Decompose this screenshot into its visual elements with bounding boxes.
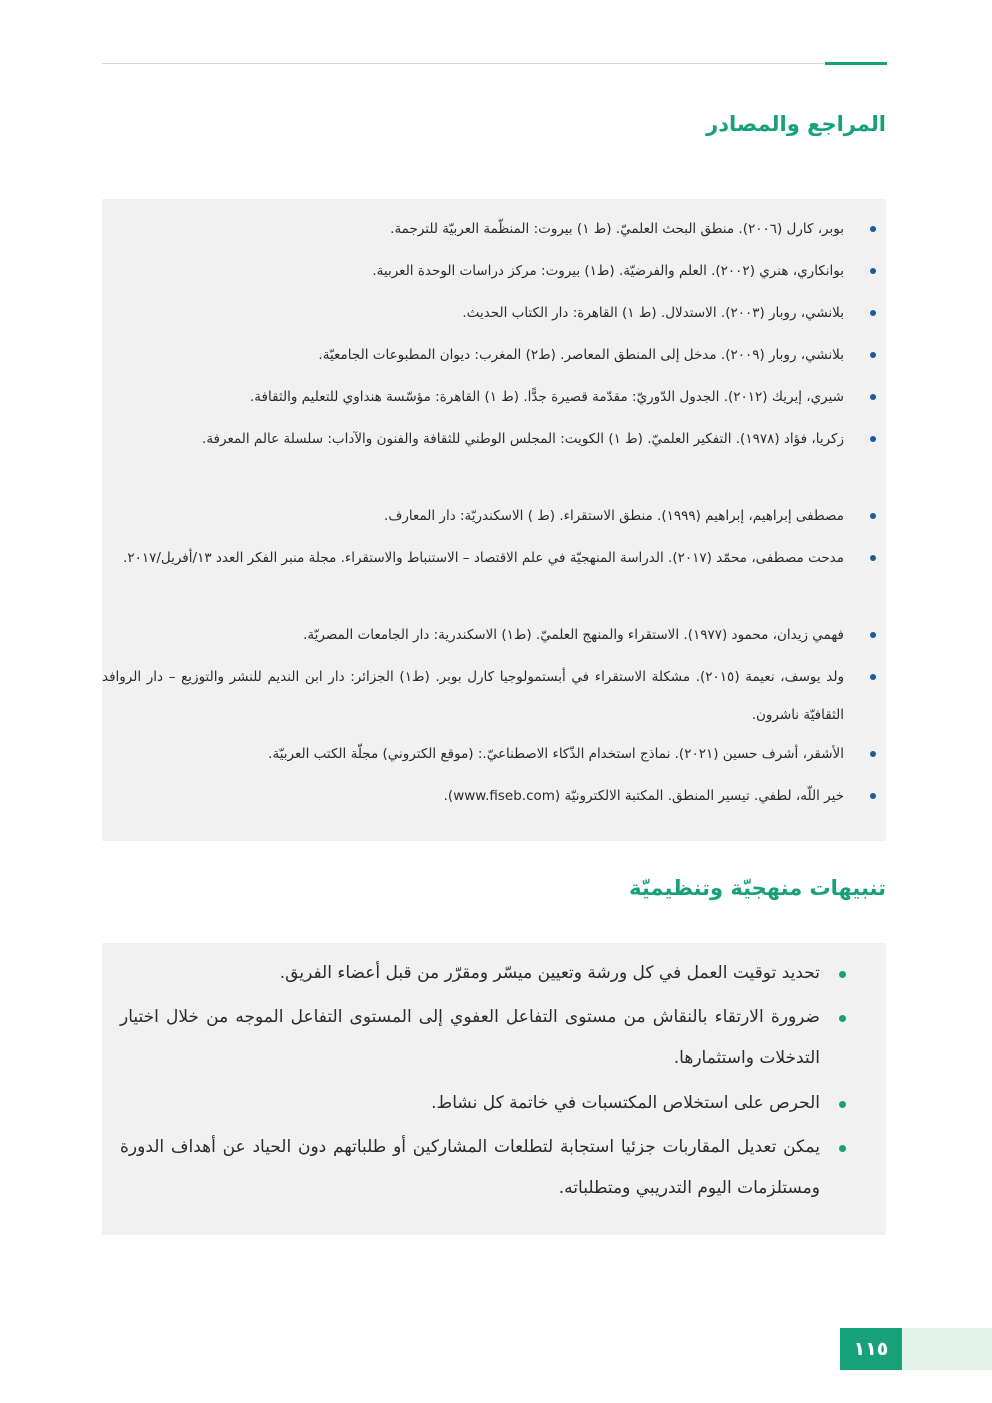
bullet-icon	[870, 352, 876, 358]
reference-item: الأشقر، أشرف حسين (٢٠٢١). نماذج استخدام الذّكاء الاصطناعيّ.: (موقع الكتروني) مجلّة الكتب العربيّة.	[102, 735, 886, 773]
tip-item: تحديد توقيت العمل في كل ورشة وتعيين ميسّر ومقرّر من قبل أعضاء الفريق.	[102, 953, 886, 994]
reference-item: ولد يوسف، نعيمة (٢٠١٥). مشكلة الاستقراء في أبستمولوجيا كارل بوبر. (ط١) الجزائر: دار ابن النديم للنشر والتوزيع – دار الروافد الثقافيّة ناشرون.	[102, 658, 886, 736]
reference-item: شيري، إيريك (٢٠١٢). الجدول الدّوريّ: مقدّمة قصيرة جدًّا. (ط ١) القاهرة: مؤسّسة هنداوي للتعليم والثقافة.	[102, 378, 886, 416]
references-heading: المراجع والمصادر	[706, 112, 886, 136]
references-panel	[102, 199, 886, 841]
bullet-icon	[839, 1101, 846, 1108]
reference-item: بوانكاري، هنري (٢٠٠٢). العلم والفرضيّة. (ط١) بيروت: مركز دراسات الوحدة العربية.	[102, 252, 886, 290]
top-divider	[102, 63, 886, 64]
bullet-icon	[870, 436, 876, 442]
reference-item: فهمي زيدان، محمود (١٩٧٧). الاستقراء والمنهج العلميّ. (ط١) الاسكندرية: دار الجامعات المصريّة.	[102, 616, 886, 654]
bullet-icon	[870, 674, 876, 680]
bullet-icon	[870, 793, 876, 799]
bullet-icon	[839, 971, 846, 978]
bullet-icon	[870, 513, 876, 519]
tips-heading: تنبيهات منهجيّة وتنظيميّة	[629, 876, 886, 900]
reference-item: مصطفى إبراهيم، إبراهيم (١٩٩٩). منطق الاستقراء. (ط ) الاسكندريّة: دار المعارف.	[102, 497, 886, 535]
tip-item: يمكن تعديل المقاربات جزئيا استجابة لتطلعات المشاركين أو طلباتهم دون الحياد عن أهداف الدورة ومستلزمات اليوم التدريبي ومتطلباته.	[102, 1127, 886, 1211]
top-accent-line	[825, 62, 887, 65]
reference-item: بلانشي، روبار (٢٠٠٣). الاستدلال. (ط ١) القاهرة: دار الكتاب الحديث.	[102, 294, 886, 332]
reference-item: زكريا، فؤاد (١٩٧٨). التفكير العلميّ. (ط ١) الكويت: المجلس الوطني للثقافة والفنون والآداب: سلسلة عالم المعرفة.	[102, 420, 886, 498]
bullet-icon	[870, 226, 876, 232]
bullet-icon	[870, 310, 876, 316]
reference-item: بلانشي، روبار (٢٠٠٩). مدخل إلى المنطق المعاصر. (ط٢) المغرب: ديوان المطبوعات الجامعيّة.	[102, 336, 886, 374]
reference-item: مدحت مصطفى، محمّد (٢٠١٧). الدراسة المنهجيّة في علم الاقتصاد – الاستنباط والاستقراء. مجلة منبر الفكر العدد ١٣/أفريل/٢٠١٧.	[102, 539, 886, 617]
bullet-icon	[870, 555, 876, 561]
bullet-icon	[870, 394, 876, 400]
bullet-icon	[839, 1015, 846, 1022]
bullet-icon	[839, 1145, 846, 1152]
page-number: ١١٥	[840, 1328, 902, 1370]
bullet-icon	[870, 751, 876, 757]
reference-item: خير اللّه، لطفي. تيسير المنطق. المكتبة الالكترونيّة (www.fiseb.com).	[102, 777, 886, 815]
bullet-icon	[870, 632, 876, 638]
bullet-icon	[870, 268, 876, 274]
tip-item: الحرص على استخلاص المكتسبات في خاتمة كل نشاط.	[102, 1083, 886, 1124]
tips-panel	[102, 943, 886, 1235]
tip-item: ضرورة الارتقاء بالنقاش من مستوى التفاعل العفوي إلى المستوى التفاعل الموجه من خلال اختيار التدخلات واستثمارها.	[102, 997, 886, 1081]
reference-item: بوبر، كارل (٢٠٠٦). منطق البحث العلميّ. (ط ١) بيروت: المنظّمة العربيّة للترجمة.	[102, 210, 886, 248]
